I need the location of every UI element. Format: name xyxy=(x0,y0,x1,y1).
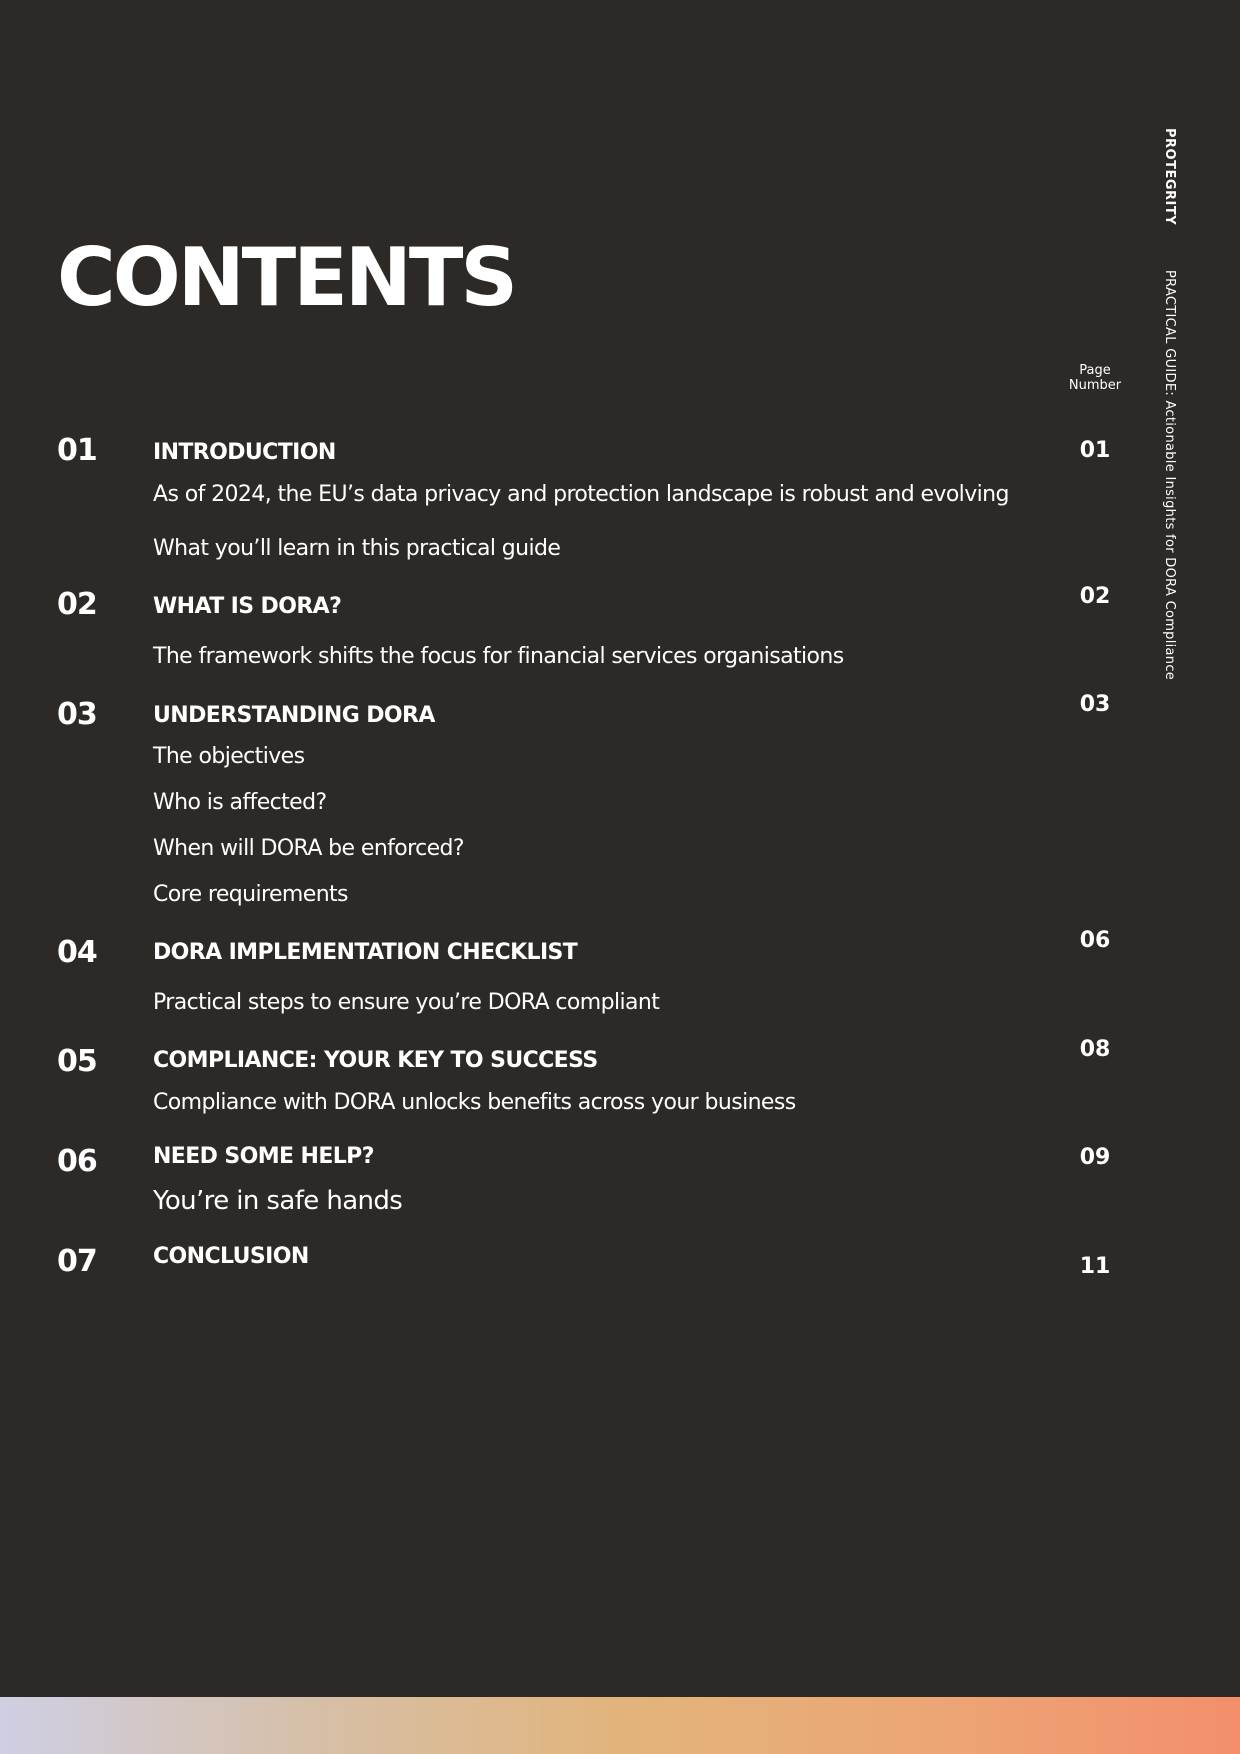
section-number: 02 xyxy=(57,587,97,622)
brand-logo-text: PROTEGRITY xyxy=(1162,128,1177,226)
section-page-number: 08 xyxy=(1079,1037,1111,1062)
section-number: 03 xyxy=(57,697,97,732)
subsection-entry[interactable]: Compliance with DORA unlocks benefits across your business xyxy=(153,1090,796,1115)
section-page-number: 01 xyxy=(1079,438,1111,463)
subsection-entry[interactable]: The objectives xyxy=(153,744,305,769)
section-heading-introduction[interactable]: INTRODUCTION xyxy=(153,440,336,465)
section-number: 07 xyxy=(57,1244,97,1279)
guide-title-vertical: PRACTICAL GUIDE: Actionable Insights for DORA Compliance xyxy=(1162,270,1177,681)
section-page-number: 11 xyxy=(1079,1254,1111,1279)
subsection-entry[interactable]: When will DORA be enforced? xyxy=(153,836,464,861)
subsection-entry[interactable]: Core requirements xyxy=(153,882,348,907)
section-page-number: 02 xyxy=(1079,584,1111,609)
section-heading-understanding-dora[interactable]: UNDERSTANDING DORA xyxy=(153,703,435,728)
footer-gradient-bar xyxy=(0,1697,1240,1754)
subsection-entry[interactable]: Practical steps to ensure you’re DORA compliant xyxy=(153,990,660,1015)
section-number: 04 xyxy=(57,935,97,970)
subsection-entry[interactable]: Who is affected? xyxy=(153,790,327,815)
section-heading-compliance[interactable]: COMPLIANCE: YOUR KEY TO SUCCESS xyxy=(153,1048,598,1073)
page-number-column-header xyxy=(1068,363,1122,393)
subsection-entry[interactable]: You’re in safe hands xyxy=(153,1186,403,1216)
page-title: CONTENTS xyxy=(57,231,516,324)
section-heading-what-is-dora[interactable]: WHAT IS DORA? xyxy=(153,594,342,619)
page-number-header-line-2: Number xyxy=(1068,378,1122,393)
section-number: 01 xyxy=(57,433,97,468)
subsection-entry[interactable]: As of 2024, the EU’s data privacy and protection landscape is robust and evolving xyxy=(153,482,1009,507)
section-page-number: 09 xyxy=(1079,1145,1111,1170)
section-heading-conclusion[interactable]: CONCLUSION xyxy=(153,1244,309,1269)
section-page-number: 06 xyxy=(1079,928,1111,953)
section-heading-dora-implementation-checklist[interactable]: DORA IMPLEMENTATION CHECKLIST xyxy=(153,940,578,965)
section-number: 06 xyxy=(57,1144,97,1179)
section-heading-need-some-help[interactable]: NEED SOME HELP? xyxy=(153,1144,374,1169)
subsection-entry[interactable]: The framework shifts the focus for financial services organisations xyxy=(153,644,844,669)
subsection-entry[interactable]: What you’ll learn in this practical guide xyxy=(153,536,561,561)
section-page-number: 03 xyxy=(1079,692,1111,717)
page-number-header-line-1: Page xyxy=(1079,363,1111,378)
section-number: 05 xyxy=(57,1044,97,1079)
